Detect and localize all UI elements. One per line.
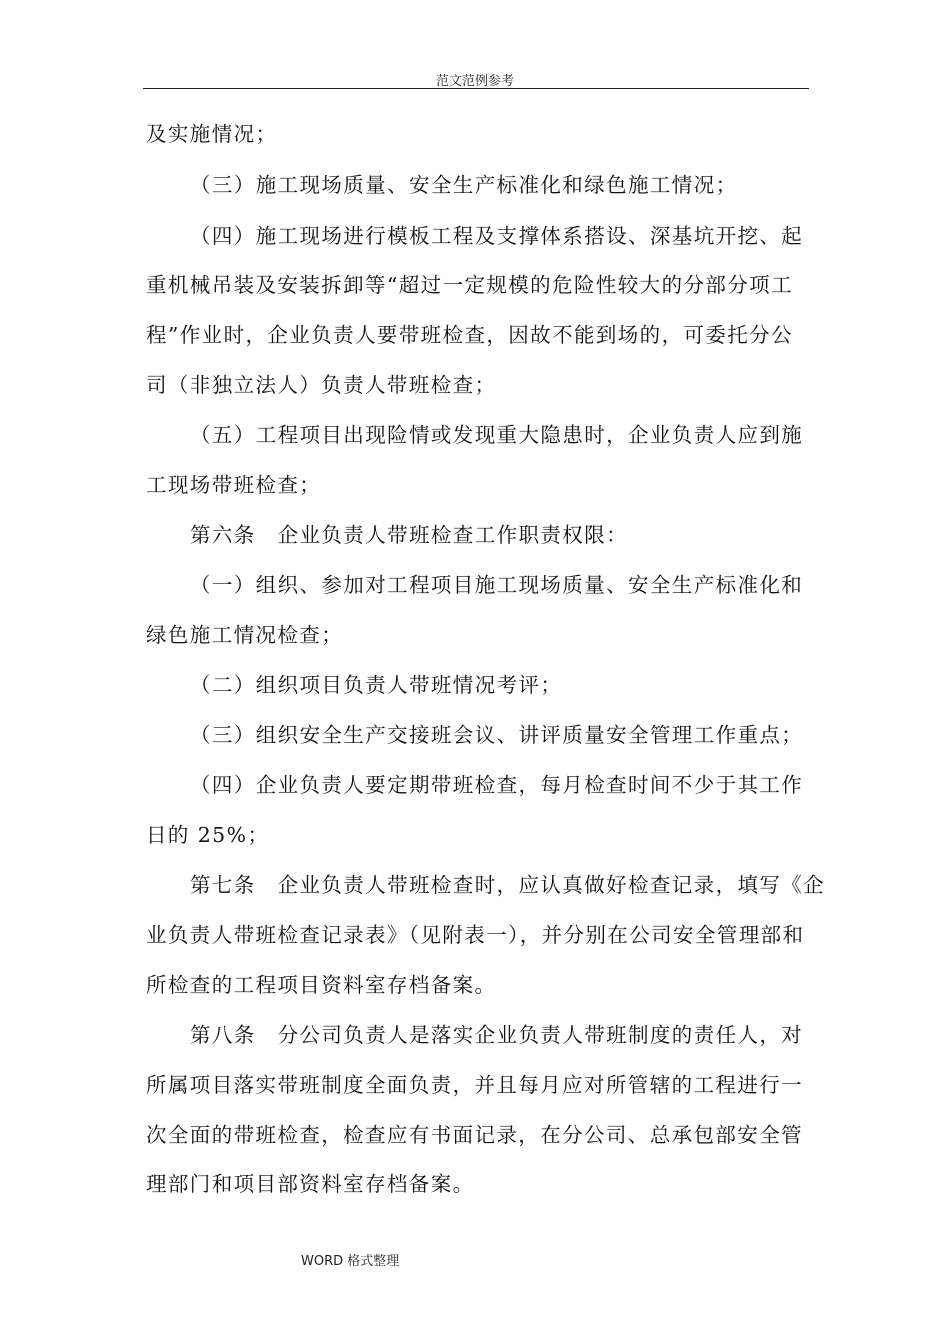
text-line: 理部门和项目部资料室存档备案。: [146, 1172, 475, 1196]
text-line: 所检查的工程项目资料室存档备案。: [146, 973, 497, 997]
text-line: 业负责人带班检查记录表》（见附表一），并分别在公司安全管理部和: [146, 923, 805, 947]
text-line: 及实施情况；: [146, 122, 278, 146]
text-line: （三）施工现场质量、安全生产标准化和绿色施工情况；: [190, 173, 738, 197]
text-line: 第七条 企业负责人带班检查时，应认真做好检查记录，填写《企: [190, 873, 826, 897]
text-line: 重机械吊装及安装拆卸等“超过一定规模的危险性较大的分部分项工: [146, 273, 793, 297]
text-line: 工现场带班检查；: [146, 473, 322, 497]
text-line: 绿色施工情况检查；: [146, 623, 344, 647]
text-line: （四）施工现场进行模板工程及支撑体系搭设、深基坑开挖、起: [190, 224, 804, 248]
text-line: （一）组织、参加对工程项目施工现场质量、安全生产标准化和: [190, 573, 804, 597]
text-line: 程”作业时，企业负责人要带班检查，因故不能到场的，可委托分公: [146, 323, 793, 347]
text-line: （五）工程项目出现险情或发现重大隐患时，企业负责人应到施: [190, 423, 804, 447]
text-line: 次全面的带班检查，检查应有书面记录，在分公司、总承包部安全管: [146, 1123, 803, 1147]
text-line: 第八条 分公司负责人是落实企业负责人带班制度的责任人，对: [190, 1023, 804, 1047]
text-line: （四）企业负责人要定期带班检查，每月检查时间不少于其工作: [190, 773, 804, 797]
text-line: （二）组织项目负责人带班情况考评；: [190, 673, 563, 697]
header-divider: [143, 88, 809, 89]
text-line: 所属项目落实带班制度全面负责，并且每月应对所管辖的工程进行一: [146, 1073, 803, 1097]
text-line: 日的 25%；: [146, 823, 270, 847]
text-line: （三）组织安全生产交接班会议、讲评质量安全管理工作重点；: [190, 723, 804, 747]
page-header-title: 范文范例参考: [435, 74, 514, 89]
text-line: 第六条 企业负责人带班检查工作职责权限：: [190, 523, 628, 547]
text-line: 司（非独立法人）负责人带班检查；: [146, 373, 497, 397]
page-footer: WORD 格式整理: [301, 1254, 400, 1269]
